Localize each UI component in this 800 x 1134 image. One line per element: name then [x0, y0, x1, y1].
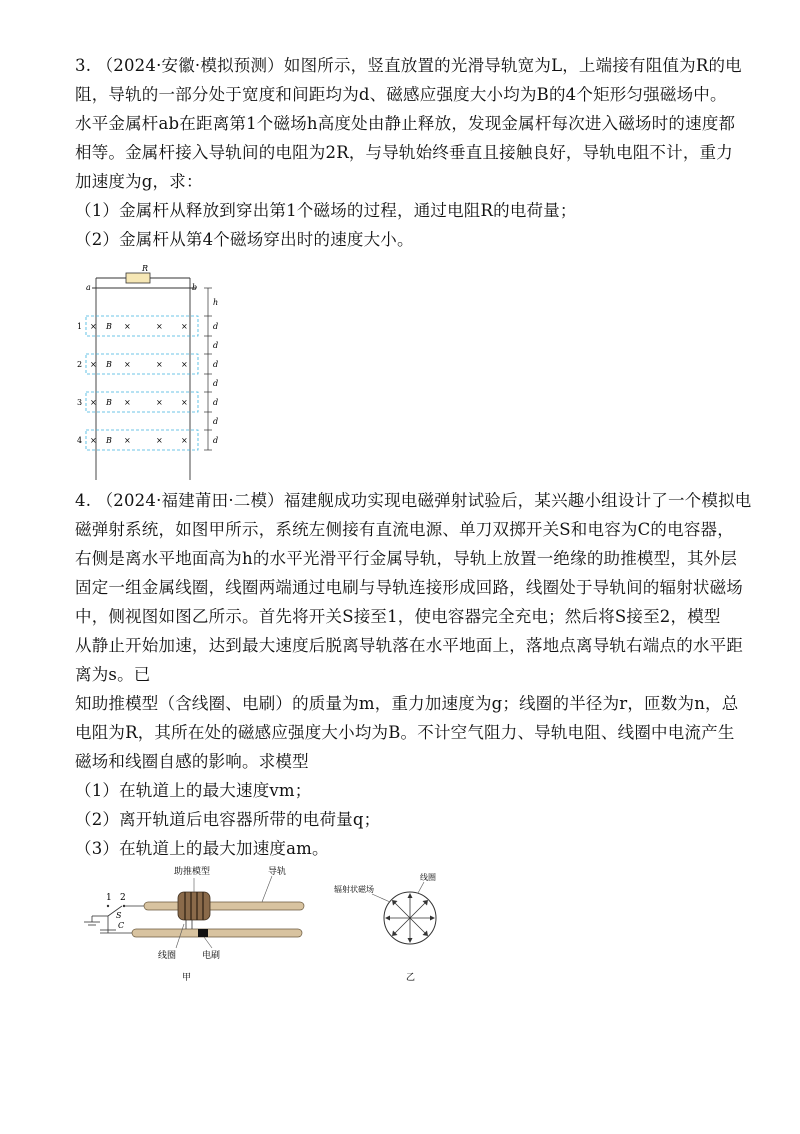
figure-jia-caption: 甲 [182, 973, 192, 983]
field-region-1-content [90, 322, 188, 331]
gap-d-label: d [213, 379, 219, 388]
cross-mark: × [181, 322, 188, 331]
brush-label: 电刷 [202, 951, 221, 961]
gap-h-label: h [213, 298, 219, 307]
cross-mark: × [181, 436, 188, 445]
coil-yi-label: 线圈 [420, 873, 436, 882]
cross-mark: × [181, 360, 188, 369]
end-a-label: a [86, 283, 91, 292]
terminal-1-point [107, 905, 109, 907]
electromagnetic-launcher-figures [72, 862, 492, 992]
rail-label: 导轨 [268, 867, 287, 877]
gap-d-label: d [213, 417, 219, 426]
gap-d-label: d [213, 360, 219, 369]
rail-callout-line [262, 876, 272, 902]
region-label-2: 2 [77, 360, 83, 369]
problem-3-line-3: 水平金属杆ab在距离第1个磁场h高度处由静止释放，发现金属杆每次进入磁场时的速度都 [75, 114, 736, 133]
field-region-2-content [90, 360, 188, 369]
gap-d-label: d [213, 436, 219, 445]
field-b-label: B [106, 436, 112, 445]
model-label: 助推模型 [174, 867, 211, 877]
problem-4-question-2: （2）离开轨道后电容器所带的电荷量q； [75, 810, 381, 829]
problem-4-question-3: （3）在轨道上的最大加速度am。 [75, 839, 329, 858]
end-b-label: b [192, 283, 198, 292]
cross-mark: × [90, 398, 97, 407]
cross-mark: × [156, 436, 163, 445]
cross-mark: × [124, 398, 131, 407]
dimension-markers [204, 288, 212, 450]
field-region-4-content [90, 436, 188, 445]
cross-mark: × [90, 322, 97, 331]
cross-mark: × [156, 398, 163, 407]
problem-4-line-10: 磁场和线圈自感的影响。求模型 [75, 752, 309, 771]
cross-mark: × [156, 322, 163, 331]
cross-mark: × [124, 436, 131, 445]
coil-model [178, 892, 210, 920]
coil-label: 线圈 [158, 951, 177, 961]
gap-d-label: d [213, 341, 219, 350]
terminal-2-label: 2 [120, 893, 126, 903]
problem-4-line-8: 知助推模型（含线圈、电刷）的质量为m，重力加速度为g；线圈的半径为r，匝数为n，总 [75, 694, 739, 713]
problem-3-line-1: 3. （2024·安徽·模拟预测）如图所示，竖直放置的光滑导轨宽为L，上端接有阻值为R的电 [75, 56, 742, 75]
problem-4-line-2: 磁弹射系统，如图甲所示，系统左侧接有直流电源、单刀双掷开关S和电容为C的电容器， [75, 520, 734, 539]
resistor [126, 273, 150, 283]
rail-magnetic-field-figure [77, 264, 225, 480]
gap-d-label: d [213, 398, 219, 407]
cross-mark: × [90, 436, 97, 445]
field-b-label: B [106, 398, 112, 407]
terminal-2-point [123, 905, 125, 907]
radial-field-label: 辐射状磁场 [334, 885, 374, 894]
field-b-label: B [106, 322, 112, 331]
cross-mark: × [124, 322, 131, 331]
problem-4-question-1: （1）在轨道上的最大速度vm； [75, 781, 312, 800]
bottom-rail [132, 929, 302, 937]
problem-4-line-1: 4. （2024·福建莆田·二模）福建舰成功实现电磁弹射试验后，某兴趣小组设计了一个模拟电 [75, 491, 752, 510]
cross-mark: × [156, 360, 163, 369]
figure-jia [84, 865, 304, 983]
problem-4-line-3: 右侧是离水平地面高为h的水平光滑平行金属导轨，导轨上放置一绝缘的助推模型，其外层 [75, 549, 738, 568]
cross-mark: × [124, 360, 131, 369]
terminal-1-label: 1 [106, 893, 112, 903]
problem-4-line-7: 离为s。已 [75, 665, 151, 684]
coil-yi-callout-line [418, 882, 424, 893]
problem-4-line-9: 电阻为R，其所在处的磁感应强度大小均为B。不计空气阻力、导轨电阻、线圈中电流产生 [75, 723, 735, 742]
cross-mark: × [181, 398, 188, 407]
problem-4-line-4: 固定一组金属线圈，线圈两端通过电刷与导轨连接形成回路，线圈处于导轨间的辐射状磁场 [75, 578, 743, 597]
region-label-3: 3 [77, 398, 83, 407]
figure-yi-caption: 乙 [406, 973, 416, 983]
problem-3-line-5: 加速度为g，求： [75, 172, 203, 191]
problem-4-line-5: 中，侧视图如图乙所示。首先将开关S接至1，使电容器完全充电；然后将S接至2，模型 [75, 607, 721, 626]
field-b-label: B [106, 360, 112, 369]
brush [198, 929, 208, 937]
problem-3-line-4: 相等。金属杆接入导轨间的电阻为2R，与导轨始终垂直且接触良好，导轨电阻不计，重力 [75, 143, 733, 162]
field-region-3-content [90, 398, 188, 407]
resistor-label: R [142, 264, 149, 273]
problem-3-question-2: （2）金属杆从第4个磁场穿出时的速度大小。 [75, 230, 414, 249]
capacitor-label: C [118, 921, 125, 930]
cross-mark: × [90, 360, 97, 369]
figure-yi [334, 872, 436, 983]
problem-3-question-1: （1）金属杆从释放到穿出第1个磁场的过程，通过电阻R的电荷量； [75, 201, 577, 220]
brush-callout-line [204, 937, 212, 948]
switch-label: S [116, 911, 122, 920]
gap-d-label: d [213, 322, 219, 331]
problem-3-line-2: 阻，导轨的一部分处于宽度和间距均为d、磁感应强度大小均为B的4个矩形匀强磁场中。 [75, 85, 727, 104]
region-label-4: 4 [77, 436, 83, 445]
field-callout-line [372, 894, 390, 902]
top-rail [144, 902, 304, 910]
problem-4-line-6: 从静止开始加速，达到最大速度后脱离导轨落在水平地面上，落地点离导轨右端点的水平距 [75, 636, 743, 655]
region-label-1: 1 [77, 322, 83, 331]
